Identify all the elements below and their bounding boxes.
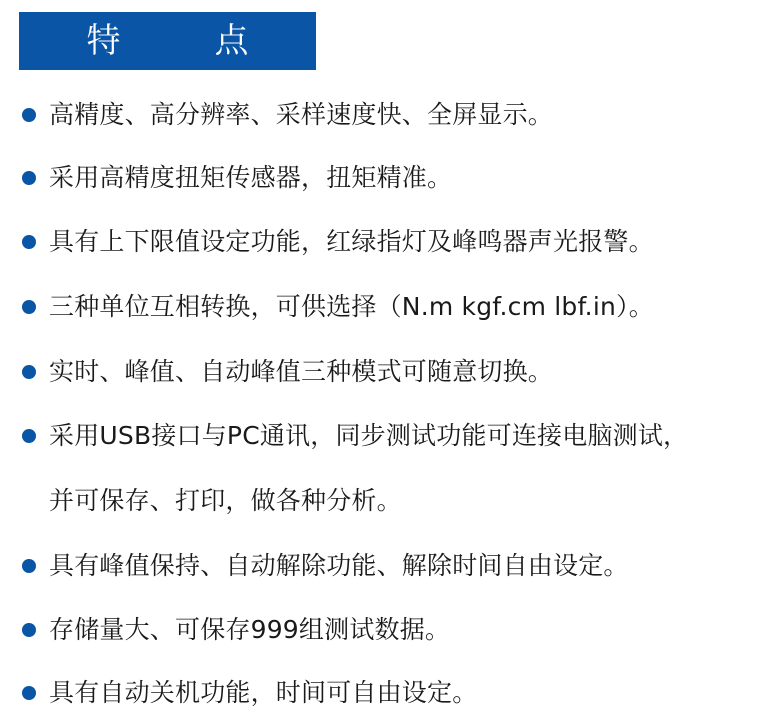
feature-text: 三种单位互相转换，可供选择（N.m kgf.cm lbf.in）。 bbox=[49, 292, 654, 321]
section-heading: 特 点 bbox=[86, 21, 279, 61]
bullet-icon bbox=[22, 235, 36, 249]
feature-text: 存储量大、可保存999组测试数据。 bbox=[49, 615, 451, 644]
feature-item bbox=[22, 287, 654, 327]
bullet-icon bbox=[22, 559, 36, 573]
bullet-icon bbox=[22, 365, 36, 379]
feature-text: 高精度、高分辨率、采样速度快、全屏显示。 bbox=[49, 100, 554, 129]
bullet-icon bbox=[22, 686, 36, 700]
bullet-icon bbox=[22, 623, 36, 637]
feature-item bbox=[22, 158, 452, 198]
feature-text: 具有上下限值设定功能，红绿指灯及峰鸣器声光报警。 bbox=[49, 227, 654, 256]
section-heading-banner bbox=[19, 12, 316, 70]
bullet-icon bbox=[22, 108, 36, 122]
feature-text: 采用USB接口与PC通讯，同步测试功能可连接电脑测试， bbox=[49, 421, 689, 450]
bullet-icon bbox=[22, 429, 36, 443]
feature-item bbox=[22, 416, 688, 456]
feature-item bbox=[22, 673, 477, 713]
feature-item bbox=[22, 95, 553, 135]
feature-text: 采用高精度扭矩传感器，扭矩精准。 bbox=[49, 163, 453, 192]
feature-item bbox=[22, 222, 654, 262]
bullet-icon bbox=[22, 300, 36, 314]
feature-item bbox=[22, 546, 629, 586]
feature-text: 具有峰值保持、自动解除功能、解除时间自由设定。 bbox=[49, 551, 629, 580]
feature-continuation bbox=[49, 481, 402, 521]
feature-text-continuation: 并可保存、打印，做各种分析。 bbox=[49, 486, 402, 515]
feature-text: 具有自动关机功能，时间可自由设定。 bbox=[49, 678, 478, 707]
feature-text: 实时、峰值、自动峰值三种模式可随意切换。 bbox=[49, 357, 554, 386]
feature-item bbox=[22, 610, 450, 650]
feature-item bbox=[22, 352, 553, 392]
bullet-icon bbox=[22, 171, 36, 185]
